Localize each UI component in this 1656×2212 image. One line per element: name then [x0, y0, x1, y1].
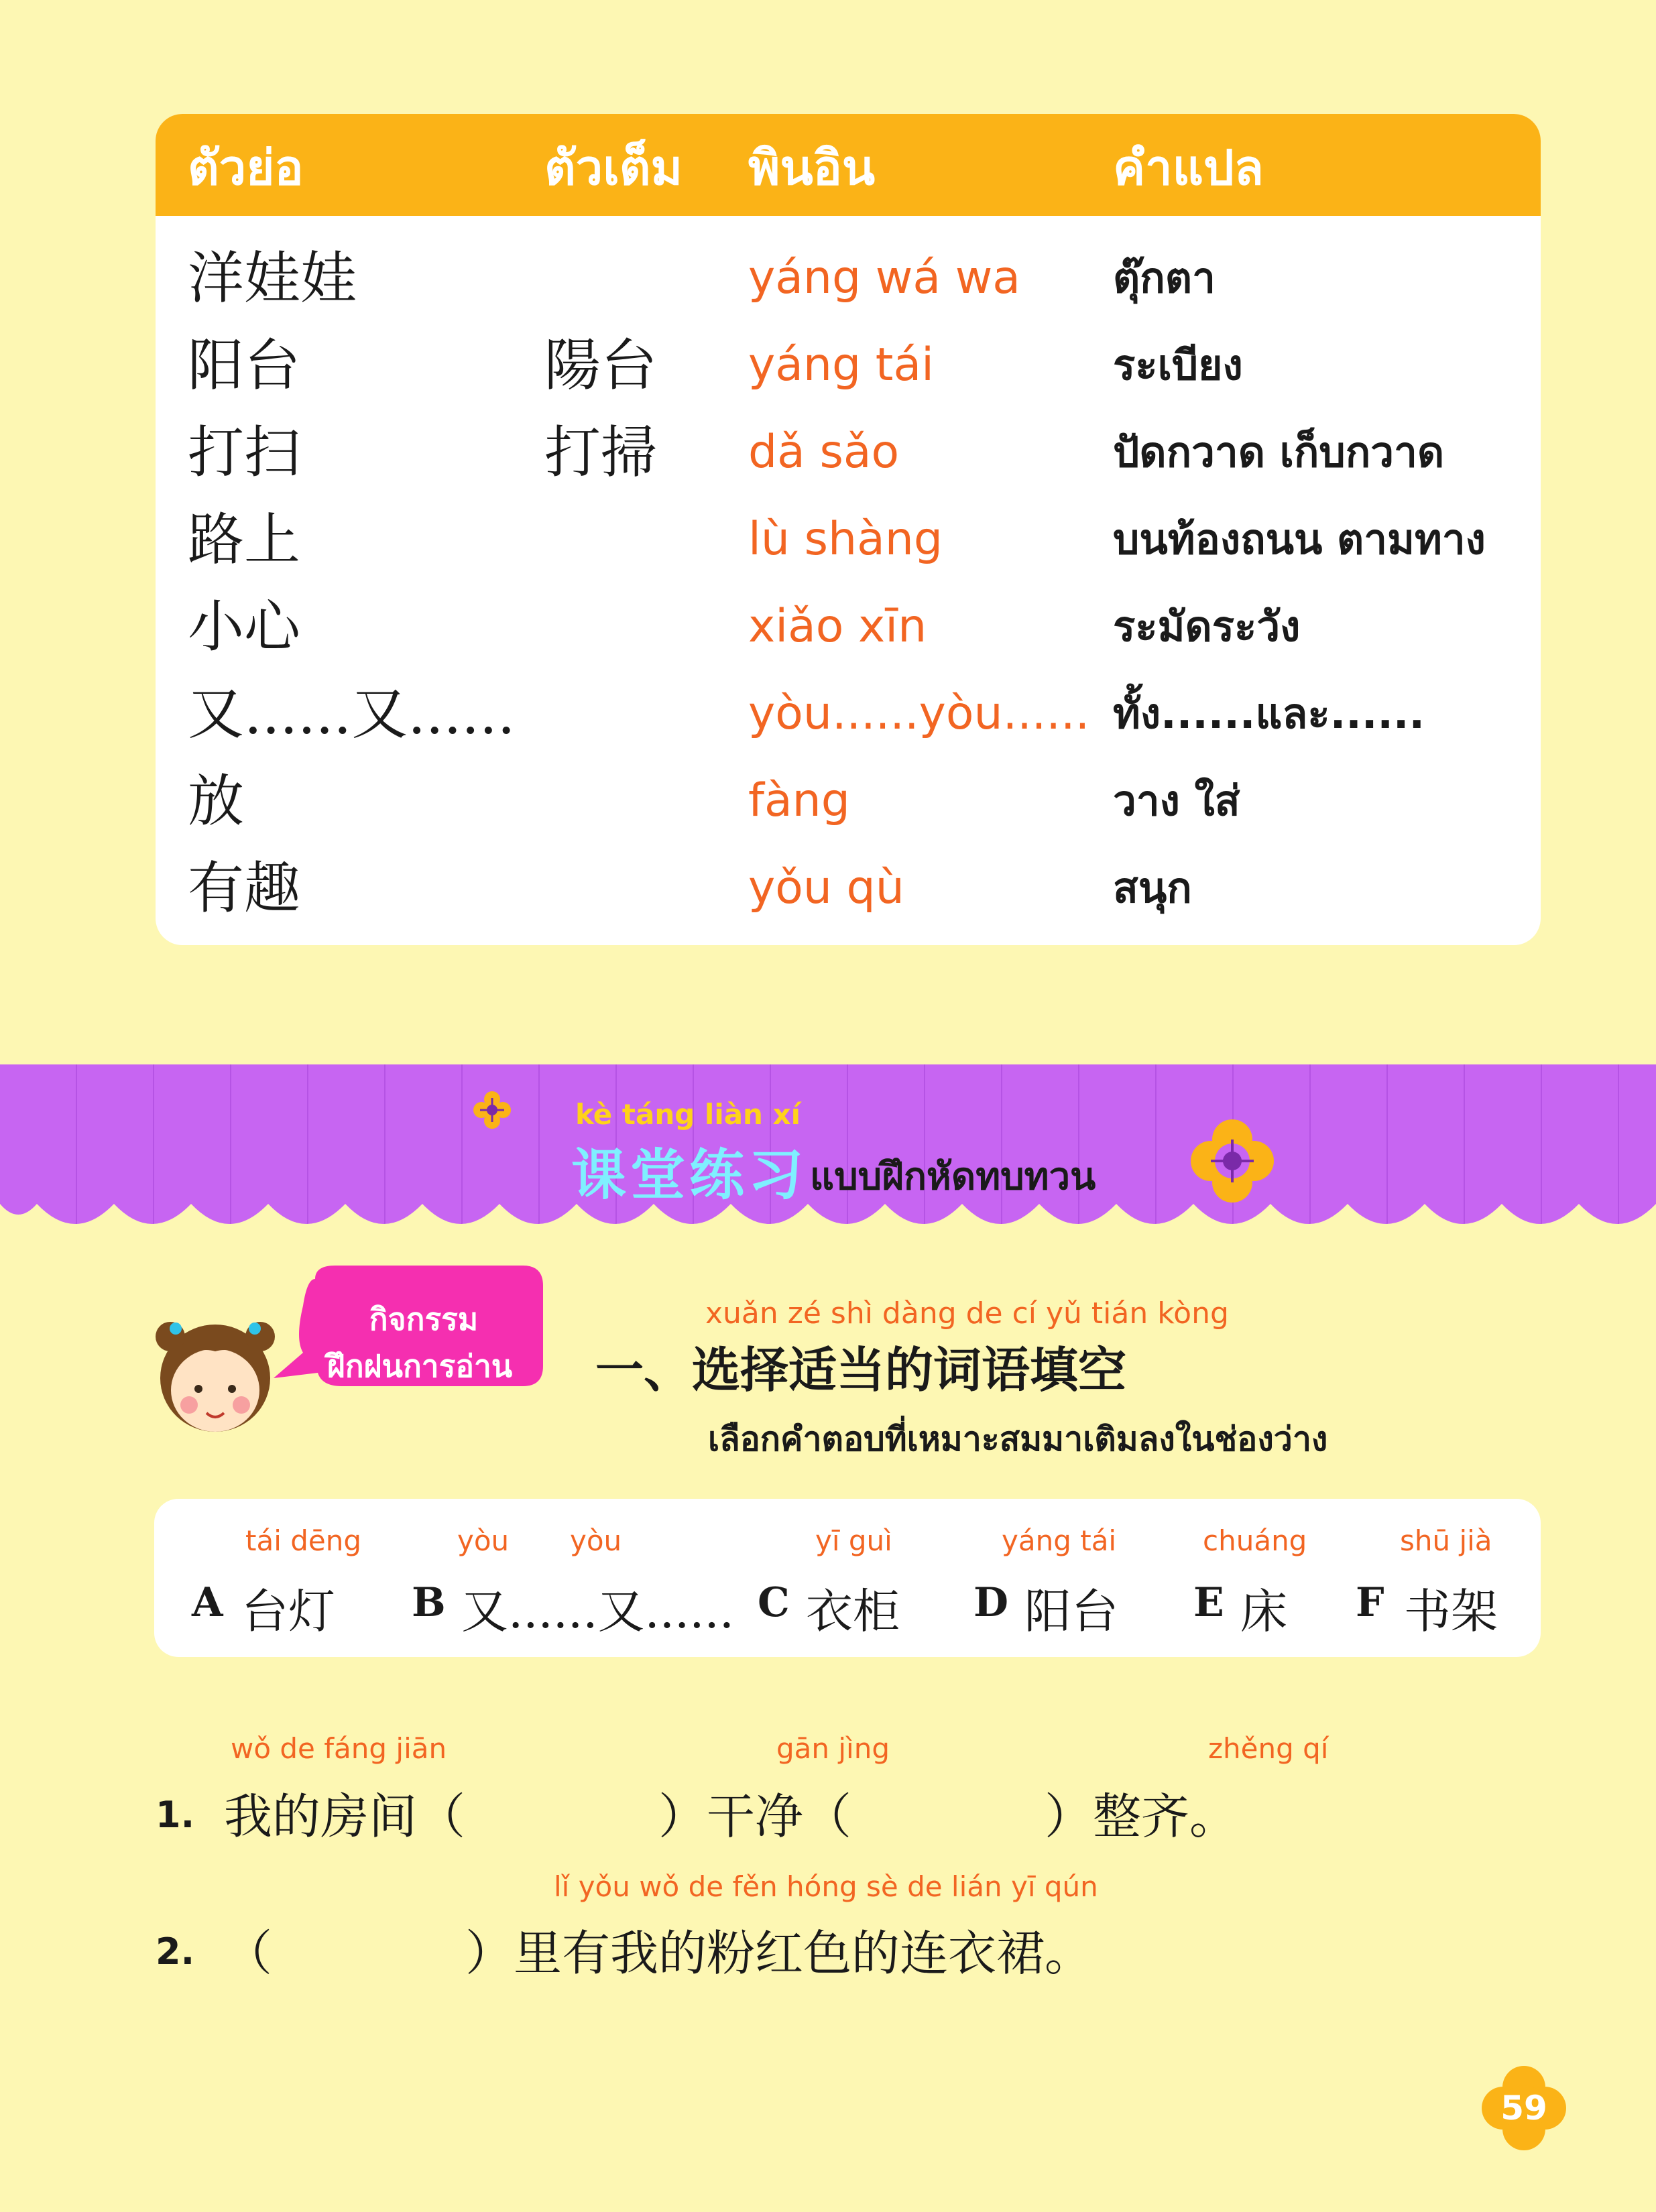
page-number: 59 [1500, 2089, 1547, 2128]
cell-meaning: ระมัดระวัง [1113, 602, 1301, 651]
cell-pinyin: dǎ sǎo [748, 426, 900, 479]
option-pinyin: tái dēng [245, 1524, 362, 1557]
cell-pinyin: lù shàng [748, 513, 943, 566]
header-abbr: ตัวย่อ [188, 139, 304, 196]
bubble-line-1: กิจกรรม [369, 1301, 479, 1337]
cell-pinyin: fàng [748, 774, 850, 827]
question-number: 1. [156, 1794, 195, 1836]
banner-subtitle: แบบฝึกหัดทบทวน [810, 1155, 1096, 1199]
cell-meaning: ตุ๊กตา [1113, 253, 1216, 302]
option-word: 床 [1240, 1584, 1287, 1639]
option-pinyin: yòu [570, 1524, 622, 1557]
option-word: 又......又...... [461, 1584, 735, 1639]
cell-abbr: 打扫 [188, 420, 301, 485]
flower-icon [1191, 1119, 1274, 1203]
exercise-pinyin: xuǎn zé shì dàng de cí yǔ tián kòng [705, 1296, 1229, 1331]
options-box [154, 1499, 1541, 1657]
option-word: 书架 [1404, 1584, 1498, 1639]
cell-pinyin: yáng tái [748, 339, 935, 391]
banner-pinyin: kè táng liàn xí [575, 1098, 801, 1131]
flower-icon [473, 1091, 511, 1129]
header-pinyin: พินอิน [748, 139, 876, 196]
vocab-table-header [156, 114, 1541, 216]
table-row [156, 757, 1541, 845]
cell-meaning: ปัดกวาด เก็บกวาด [1113, 428, 1445, 477]
cell-full: 打掃 [544, 420, 658, 485]
table-row [156, 670, 1541, 757]
option-pinyin: yòu [457, 1524, 510, 1557]
cell-pinyin: yòu......yòu...... [748, 687, 1090, 740]
cell-meaning: ทั้ง......และ...... [1113, 689, 1425, 738]
cell-full: 陽台 [544, 332, 658, 398]
option-letter: E [1193, 1579, 1224, 1626]
header-full: ตัวเต็ม [544, 139, 683, 196]
exercise-title: 一、选择适当的词语填空 [595, 1341, 1127, 1398]
option-pinyin: yī guì [815, 1524, 892, 1557]
table-row [156, 322, 1541, 409]
cell-abbr: 小心 [188, 594, 301, 660]
table-row [156, 583, 1541, 670]
cell-pinyin: yǒu qù [748, 861, 904, 914]
cell-abbr: 又......又...... [188, 681, 516, 747]
cell-pinyin: yáng wá wa [748, 251, 1020, 304]
question-number: 2. [156, 1930, 195, 1973]
question-pinyin: lǐ yǒu wǒ de fěn hóng sè de lián yī qún [554, 1870, 1098, 1903]
section-banner [0, 1064, 1656, 1244]
header-meaning: คำแปล [1113, 139, 1264, 196]
question-pinyin: gān jìng [776, 1732, 890, 1765]
cell-meaning: วาง ใส่ [1113, 776, 1240, 825]
option-pinyin: chuáng [1203, 1524, 1307, 1557]
table-row [156, 235, 1541, 322]
question-text: （ ）里有我的粉红色的连衣裙。 [224, 1925, 1093, 1981]
option-letter: B [412, 1579, 446, 1626]
cell-abbr: 路上 [188, 507, 301, 572]
table-row [156, 409, 1541, 496]
girl-mascot-icon [152, 1304, 279, 1438]
option-letter: A [192, 1579, 223, 1626]
cell-meaning: บนท้องถนน ตามทาง [1113, 515, 1486, 564]
question-text: 我的房间（ ）干净（ ）整齐。 [224, 1788, 1238, 1845]
table-row [156, 496, 1541, 583]
option-word: 衣柜 [806, 1584, 900, 1639]
option-pinyin: shū jià [1400, 1524, 1492, 1557]
bubble-line-2: ฝึกฝนการอ่าน [327, 1348, 513, 1384]
question-pinyin: zhěng qí [1208, 1732, 1329, 1765]
option-letter: D [973, 1579, 1009, 1626]
banner-title: 课堂练习 [571, 1143, 808, 1207]
cell-abbr: 洋娃娃 [188, 245, 357, 311]
cell-meaning: สนุก [1113, 863, 1192, 912]
vocab-table [156, 114, 1541, 945]
option-letter: C [758, 1579, 790, 1626]
cell-abbr: 阳台 [188, 332, 301, 398]
table-row [156, 845, 1541, 932]
option-word: 阳台 [1024, 1584, 1118, 1639]
cell-meaning: ระเบียง [1113, 341, 1243, 389]
exercise-subtitle: เลือกคำตอบที่เหมาะสมมาเติมลงในช่องว่าง [708, 1420, 1328, 1459]
cell-abbr: 有趣 [188, 855, 301, 921]
question-pinyin: wǒ de fáng jiān [231, 1732, 447, 1765]
cell-pinyin: xiǎo xīn [748, 600, 927, 653]
option-letter: F [1356, 1579, 1384, 1626]
option-pinyin: yáng tái [1002, 1524, 1117, 1557]
cell-abbr: 放 [188, 768, 245, 834]
option-word: 台灯 [241, 1584, 335, 1639]
